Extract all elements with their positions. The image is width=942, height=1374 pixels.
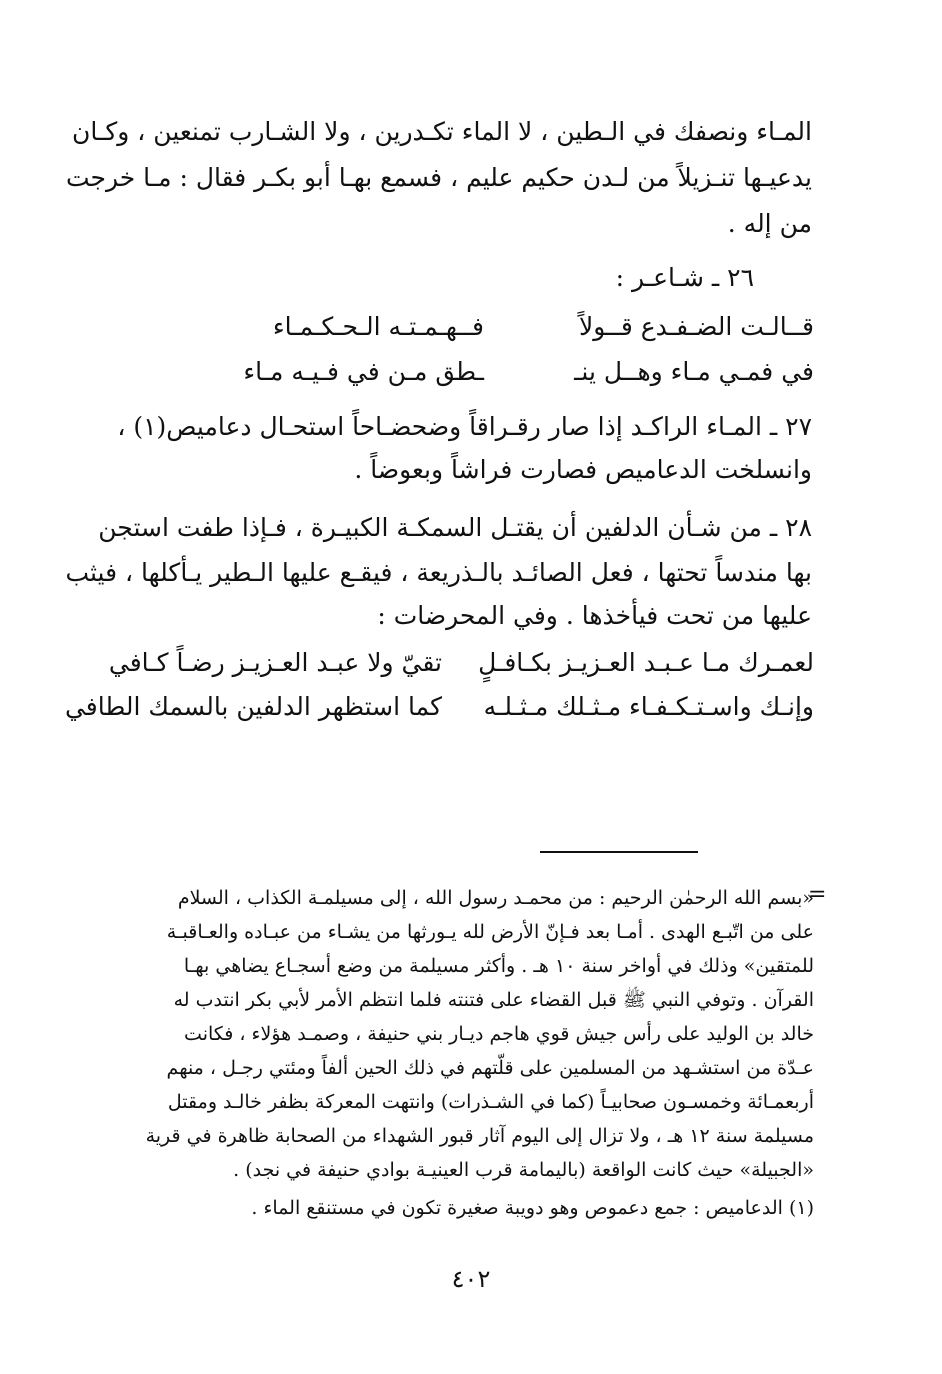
item-heading: ٢٦ ـ شـاعـر : bbox=[615, 263, 754, 292]
poem-first-hemistich: في فمـي مـاء وهــل ينـ bbox=[574, 357, 814, 386]
footnote-line: مسيلمة سنة ١٢ هـ ، ولا تزال إلى اليوم آثار قبور الشهداء من الصحابة ظاهرة في قرية bbox=[145, 1125, 814, 1147]
poem-verse bbox=[114, 357, 814, 401]
body-line: المـاء ونصفك في الـطين ، لا الماء تكـدرين ، ولا الشـارب تمنعين ، وكـان bbox=[72, 117, 812, 146]
body-line: عليها من تحت فيأخذها . وفي المحرضات : bbox=[377, 601, 812, 630]
footnote-line: أربعمـائة وخمسـون صحابيـاً (كما في الشـذرات) وانتهت المعركة بظفر خالـد ومقتل bbox=[167, 1091, 814, 1113]
body-line: وانسلخت الدعاميص فصارت فراشاً وبعوضاً . bbox=[354, 455, 812, 484]
body-line: من إله . bbox=[727, 209, 812, 238]
body-line: ٢٨ ـ من شـأن الدلفين أن يقتـل السمكـة الكبيـرة ، فـإذا طفت استجن bbox=[98, 513, 812, 542]
poem-second-hemistich: فــهـمـتـه الـحـكـمـاء bbox=[272, 312, 484, 341]
footnote-line: خالد بن الوليد على رأس جيش قوي هاجم ديـار بني حنيفة ، وصمـد هؤلاء ، فكانت bbox=[184, 1023, 814, 1045]
footnote-line: «بسم الله الرحمٰن الرحيم : من محمـد رسول الله ، إلى مسيلمـة الكذاب ، السلام bbox=[177, 887, 814, 909]
poem-first-hemistich: لعمـرك مـا عـبـد العـزيـز بكـافـلٍ bbox=[478, 648, 814, 677]
page-number: ٤٠٢ bbox=[451, 1265, 491, 1293]
poem-second-hemistich: ـطق مـن في فـيـه مـاء bbox=[243, 357, 484, 386]
poem-second-hemistich: كما استظهر الدلفين بالسمك الطافي bbox=[64, 692, 442, 721]
footnote-line: على من اتّبـع الهدى . أمـا بعد فـإنّ الأرض لله يـورثها من يشـاء من عبـاده والعـاقبـة bbox=[166, 921, 814, 943]
footnote-separator bbox=[540, 851, 698, 853]
footnote-continuation-mark: = bbox=[808, 882, 827, 907]
footnote-line: «الجبيلة» حيث كانت الواقعة (باليمامة قرب العينيـة بوادي حنيفة في نجد) . bbox=[233, 1159, 814, 1181]
footnote-1: (١) الدعاميص : جمع دعموص وهو دويبة صغيرة تكون في مستنقع الماء . bbox=[251, 1197, 814, 1219]
footnote-line: عـدّة من استشـهد من المسلمين على قلّتهم في ذلك الحين ألفاً ومئتي رجـل ، منهم bbox=[166, 1057, 814, 1079]
poem-verse bbox=[114, 312, 814, 356]
footnote-line: للمتقين» وذلك في أواخر سنة ١٠ هـ . وأكثر مسيلمة من وضع أسجـاع يضاهي بهـا bbox=[183, 955, 814, 977]
body-line: يدعيـها تنـزيلاً من لـدن حكيم عليم ، فسمع بهـا أبو بكـر فقال : مـا خرجت bbox=[65, 163, 812, 192]
poem-verse bbox=[64, 692, 814, 736]
body-line: ٢٧ ـ المـاء الراكـد إذا صار رقـراقاً وضحضـاحاً استحـال دعاميص(١) ، bbox=[117, 412, 812, 441]
body-line: بها مندساً تحتها ، فعل الصائـد بالـذريعة ، فيقـع عليها الـطير يـأكلها ، فيثب bbox=[65, 558, 812, 587]
footnote-line: القرآن . وتوفي النبي ﷺ قبل القضاء على فتنته فلما انتظم الأمر لأبي بكر انتدب له bbox=[173, 989, 814, 1011]
poem-first-hemistich: وإنـك واسـتـكـفـاء مـثـلك مـثـلـه bbox=[483, 692, 814, 721]
poem-first-hemistich: قــالـت الضـفـدع قــولاً bbox=[579, 312, 814, 341]
poem-second-hemistich: تقيّ ولا عبـد العـزيـز رضـاً كـافي bbox=[108, 648, 442, 677]
poem-verse bbox=[108, 648, 814, 692]
